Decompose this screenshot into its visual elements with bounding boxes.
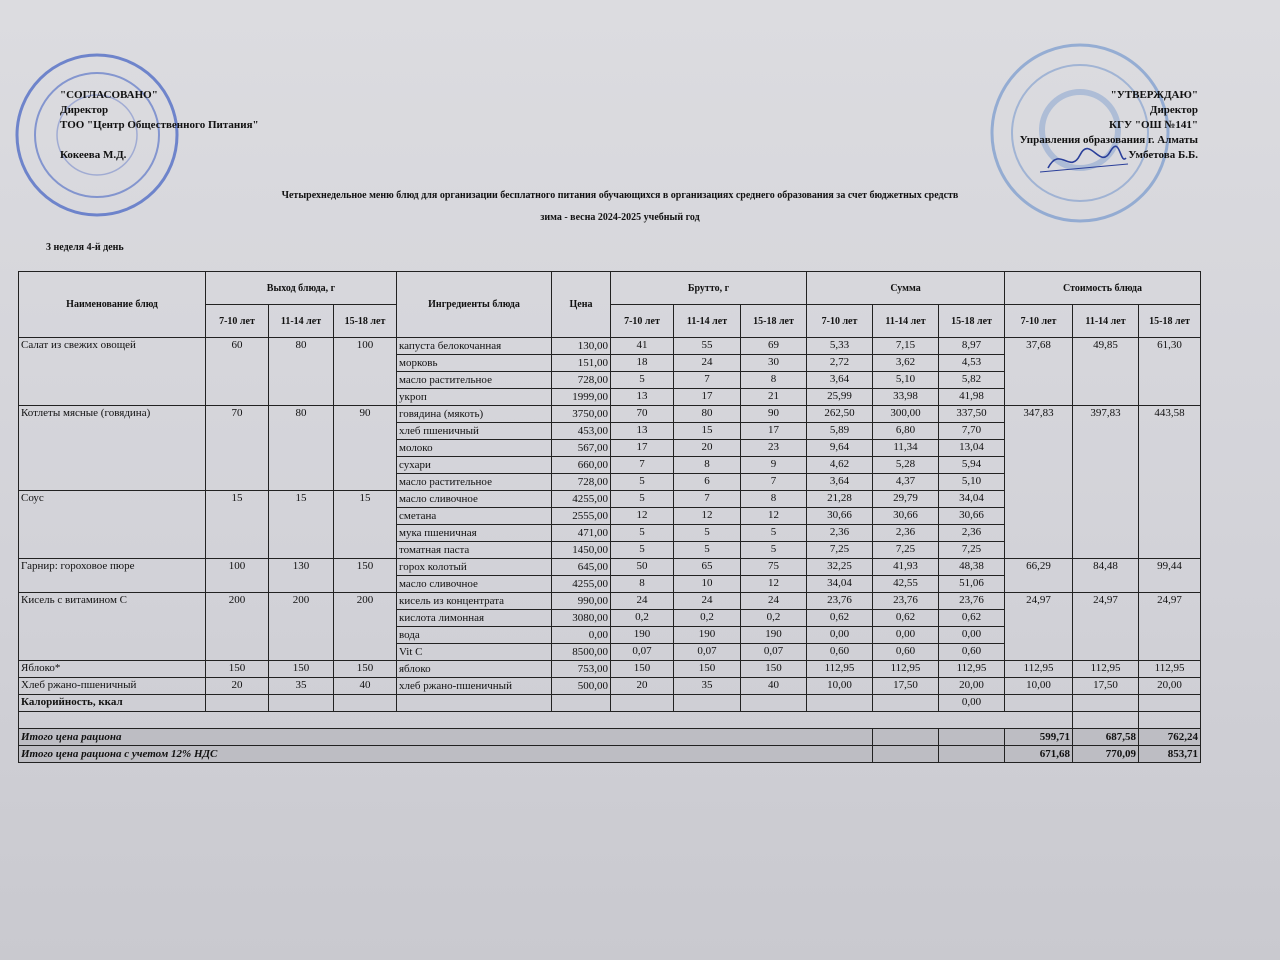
ingredient-brutto: 75 [741,559,807,576]
ingredient-sum: 0,00 [807,627,873,644]
dish-yield: 150 [334,661,397,678]
ingredient-sum: 3,64 [807,372,873,389]
ingredient-name: сметана [397,508,552,525]
ingredient-price: 500,00 [552,678,611,695]
ingredient-sum: 300,00 [873,406,939,423]
ingredient-name: масло сливочное [397,576,552,593]
approval-left-name: Кокеева М.Д. [60,149,127,161]
ingredient-brutto: 150 [741,661,807,678]
ingredient-brutto: 90 [741,406,807,423]
total-value: 687,58 [1073,729,1139,746]
ingredient-name: кислота лимонная [397,610,552,627]
header-age-0: 7-10 лет [807,305,873,338]
dish-cost: 37,68 [1005,338,1073,406]
total-value: 671,68 [1005,746,1073,763]
ingredient-brutto: 35 [674,678,741,695]
ingredient-price: 8500,00 [552,644,611,661]
ingredient-brutto: 50 [611,559,674,576]
ingredient-name: укроп [397,389,552,406]
dish-name: Гарнир: гороховое пюре [19,559,206,593]
empty-cell [873,746,939,763]
ingredient-sum: 5,28 [873,457,939,474]
ingredient-brutto: 190 [674,627,741,644]
ingredient-sum: 10,00 [807,678,873,695]
ingredient-brutto: 17 [611,440,674,457]
dish-yield: 200 [206,593,269,661]
ingredient-name: масло растительное [397,474,552,491]
header-row-1 [19,272,1201,305]
approval-left-position: Директор [60,104,109,116]
ingredient-sum: 7,25 [807,542,873,559]
dish-name: Салат из свежих овощей [19,338,206,406]
ingredient-sum: 13,04 [939,440,1005,457]
approval-right-position: Директор [1149,104,1198,116]
ingredient-sum: 0,00 [873,627,939,644]
ingredient-price: 151,00 [552,355,611,372]
ingredient-sum: 23,76 [939,593,1005,610]
ingredient-brutto: 8 [611,576,674,593]
header-age-0: 7-10 лет [611,305,674,338]
header-age-0: 7-10 лет [1005,305,1073,338]
ingredient-brutto: 6 [674,474,741,491]
header-cost: Стоимость блюда [1005,272,1201,305]
ingredient-sum: 2,72 [807,355,873,372]
ingredient-sum: 3,62 [873,355,939,372]
dish-yield: 15 [334,491,397,559]
week-day-label: 3 неделя 4-й день [46,242,124,253]
ingredient-brutto: 190 [741,627,807,644]
ingredient-name: томатная паста [397,542,552,559]
ingredient-brutto: 9 [741,457,807,474]
total-value: 770,09 [1073,746,1139,763]
empty-cell [19,712,1073,729]
ingredient-sum: 23,76 [807,593,873,610]
empty-cell [873,729,939,746]
header-age-1: 11-14 лет [1073,305,1139,338]
ingredient-brutto: 40 [741,678,807,695]
dish-cost: 66,29 [1005,559,1073,593]
header-age-1: 11-14 лет [269,305,334,338]
dish-cost: 443,58 [1139,406,1201,559]
ingredient-brutto: 23 [741,440,807,457]
ingredient-brutto: 17 [741,423,807,440]
ingredient-brutto: 65 [674,559,741,576]
ingredient-sum: 4,62 [807,457,873,474]
dish-cost: 397,83 [1073,406,1139,559]
ingredient-brutto: 150 [611,661,674,678]
ingredient-price: 2555,00 [552,508,611,525]
ingredient-sum: 51,06 [939,576,1005,593]
ingredient-sum: 5,10 [873,372,939,389]
blank-row [19,712,1201,729]
ingredient-sum: 5,10 [939,474,1005,491]
ingredient-brutto: 41 [611,338,674,355]
ingredient-sum: 5,33 [807,338,873,355]
dish-cost: 24,97 [1005,593,1073,661]
empty-cell [873,695,939,712]
ingredient-sum: 11,34 [873,440,939,457]
ingredient-price: 645,00 [552,559,611,576]
ingredient-brutto: 24 [741,593,807,610]
ingredient-name: говядина (мякоть) [397,406,552,423]
ingredient-brutto: 8 [741,491,807,508]
empty-cell [552,695,611,712]
ingredient-brutto: 12 [741,576,807,593]
ingredient-sum: 30,66 [873,508,939,525]
ingredient-brutto: 13 [611,423,674,440]
ingredient-sum: 112,95 [807,661,873,678]
empty-cell [939,729,1005,746]
ingredient-price: 753,00 [552,661,611,678]
ingredient-sum: 4,53 [939,355,1005,372]
ingredient-sum: 0,60 [873,644,939,661]
ingredient-brutto: 190 [611,627,674,644]
ingredient-brutto: 80 [674,406,741,423]
ingredient-sum: 6,80 [873,423,939,440]
ingredient-price: 1999,00 [552,389,611,406]
dish-cost: 99,44 [1139,559,1201,593]
ingredient-brutto: 5 [674,525,741,542]
ingredient-name: хлеб ржано-пшеничный [397,678,552,695]
ingredient-sum: 0,60 [807,644,873,661]
ingredient-price: 4255,00 [552,491,611,508]
dish-cost: 84,48 [1073,559,1139,593]
table-row [19,678,1201,695]
ingredient-brutto: 7 [611,457,674,474]
dish-yield: 80 [269,406,334,491]
dish-cost: 24,97 [1073,593,1139,661]
empty-cell [611,695,674,712]
ingredient-brutto: 7 [741,474,807,491]
ingredient-brutto: 17 [674,389,741,406]
empty-cell [741,695,807,712]
ingredient-sum: 34,04 [939,491,1005,508]
ingredient-sum: 17,50 [873,678,939,695]
empty-cell [206,695,269,712]
dish-yield: 150 [206,661,269,678]
dish-yield: 60 [206,338,269,406]
empty-cell [1139,712,1201,729]
ingredient-sum: 7,70 [939,423,1005,440]
total-value: 853,71 [1139,746,1201,763]
ingredient-sum: 23,76 [873,593,939,610]
empty-cell [334,695,397,712]
ingredient-name: хлеб пшеничный [397,423,552,440]
dish-cost: 61,30 [1139,338,1201,406]
ingredient-price: 130,00 [552,338,611,355]
ingredient-price: 3080,00 [552,610,611,627]
ingredient-price: 3750,00 [552,406,611,423]
ingredient-name: сухари [397,457,552,474]
ingredient-price: 728,00 [552,372,611,389]
header-price: Цена [552,272,611,338]
ingredient-sum: 7,15 [873,338,939,355]
ingredient-name: капуста белокочанная [397,338,552,355]
dish-yield: 20 [206,678,269,695]
ingredient-brutto: 12 [674,508,741,525]
ingredient-brutto: 18 [611,355,674,372]
table-row [19,406,1201,423]
table-row [19,559,1201,576]
ingredient-brutto: 55 [674,338,741,355]
dish-name: Соус [19,491,206,559]
header-age-0: 7-10 лет [206,305,269,338]
dish-name: Котлеты мясные (говядина) [19,406,206,491]
document-subtitle: зима - весна 2024-2025 учебный год [540,212,700,223]
ingredient-brutto: 0,2 [674,610,741,627]
ingredient-sum: 7,25 [939,542,1005,559]
header-age-2: 15-18 лет [334,305,397,338]
ingredient-brutto: 5 [611,525,674,542]
ingredient-brutto: 5 [741,525,807,542]
ingredient-sum: 29,79 [873,491,939,508]
header-brutto: Брутто, г [611,272,807,305]
ingredient-price: 4255,00 [552,576,611,593]
ingredient-name: горох колотый [397,559,552,576]
ingredient-sum: 30,66 [807,508,873,525]
dish-yield: 130 [269,559,334,593]
total-label: Итого цена рациона с учетом 12% НДС [19,746,873,763]
empty-cell [807,695,873,712]
ingredient-brutto: 10 [674,576,741,593]
ingredient-brutto: 15 [674,423,741,440]
calories-value: 0,00 [939,695,1005,712]
ingredient-brutto: 24 [611,593,674,610]
ingredient-sum: 42,55 [873,576,939,593]
ingredient-price: 453,00 [552,423,611,440]
ingredient-brutto: 0,07 [611,644,674,661]
ingredient-brutto: 13 [611,389,674,406]
approval-right-org: КГУ "ОШ №141" [1109,119,1198,131]
ingredient-price: 728,00 [552,474,611,491]
empty-cell [1005,695,1073,712]
dish-cost: 17,50 [1073,678,1139,695]
ingredient-brutto: 0,2 [611,610,674,627]
empty-cell [1139,695,1201,712]
ingredient-brutto: 5 [674,542,741,559]
header-age-1: 11-14 лет [674,305,741,338]
empty-cell [269,695,334,712]
table-row [19,593,1201,610]
ingredient-brutto: 24 [674,355,741,372]
ingredient-brutto: 150 [674,661,741,678]
ingredient-sum: 30,66 [939,508,1005,525]
ingredient-sum: 0,62 [807,610,873,627]
ingredient-sum: 5,94 [939,457,1005,474]
ingredient-sum: 5,82 [939,372,1005,389]
ingredient-sum: 0,62 [939,610,1005,627]
ingredient-sum: 112,95 [873,661,939,678]
dish-yield: 70 [206,406,269,491]
ingredient-brutto: 5 [611,491,674,508]
dish-yield: 15 [269,491,334,559]
dish-yield: 40 [334,678,397,695]
ingredient-brutto: 21 [741,389,807,406]
ingredient-brutto: 7 [674,491,741,508]
ingredient-brutto: 20 [611,678,674,695]
empty-cell [1073,695,1139,712]
ingredient-sum: 8,97 [939,338,1005,355]
table-row [19,661,1201,678]
total-row [19,746,1201,763]
ingredient-name: молоко [397,440,552,457]
empty-cell [1073,712,1139,729]
total-value: 599,71 [1005,729,1073,746]
ingredient-name: яблоко [397,661,552,678]
ingredient-brutto: 0,2 [741,610,807,627]
ingredient-brutto: 5 [611,474,674,491]
ingredient-sum: 41,93 [873,559,939,576]
ingredient-price: 660,00 [552,457,611,474]
approval-left-heading: "СОГЛАСОВАНО" [60,89,158,101]
ingredient-name: мука пшеничная [397,525,552,542]
menu-table [18,271,1201,763]
header-age-2: 15-18 лет [939,305,1005,338]
header-age-2: 15-18 лет [1139,305,1201,338]
ingredient-sum: 2,36 [807,525,873,542]
empty-cell [397,695,552,712]
ingredient-sum: 0,60 [939,644,1005,661]
ingredient-sum: 4,37 [873,474,939,491]
ingredient-price: 0,00 [552,627,611,644]
header-sum: Сумма [807,272,1005,305]
table-row [19,338,1201,355]
ingredient-sum: 48,38 [939,559,1005,576]
ingredient-sum: 5,89 [807,423,873,440]
dish-cost: 347,83 [1005,406,1073,559]
ingredient-price: 990,00 [552,593,611,610]
dish-cost: 10,00 [1005,678,1073,695]
ingredient-brutto: 0,07 [741,644,807,661]
empty-cell [939,746,1005,763]
ingredient-brutto: 24 [674,593,741,610]
ingredient-name: масло сливочное [397,491,552,508]
dish-name: Яблоко* [19,661,206,678]
approval-left [60,88,259,163]
empty-cell [674,695,741,712]
dish-name: Кисель с витамином С [19,593,206,661]
ingredient-name: масло растительное [397,372,552,389]
dish-cost: 24,97 [1139,593,1201,661]
dish-cost: 112,95 [1005,661,1073,678]
approval-right-heading: "УТВЕРЖДАЮ" [1110,89,1198,101]
ingredient-brutto: 5 [741,542,807,559]
approval-right [1020,88,1198,163]
header-age-2: 15-18 лет [741,305,807,338]
ingredient-name: вода [397,627,552,644]
ingredient-price: 567,00 [552,440,611,457]
ingredient-brutto: 69 [741,338,807,355]
calories-row [19,695,1201,712]
header-age-1: 11-14 лет [873,305,939,338]
dish-yield: 100 [206,559,269,593]
ingredient-sum: 25,99 [807,389,873,406]
ingredient-brutto: 5 [611,372,674,389]
ingredient-name: кисель из концентрата [397,593,552,610]
ingredient-sum: 337,50 [939,406,1005,423]
ingredient-sum: 34,04 [807,576,873,593]
total-row [19,729,1201,746]
ingredient-name: Vit C [397,644,552,661]
dish-yield: 100 [334,338,397,406]
dish-yield: 150 [334,559,397,593]
ingredient-sum: 9,64 [807,440,873,457]
ingredient-brutto: 12 [611,508,674,525]
dish-yield: 200 [269,593,334,661]
ingredient-sum: 41,98 [939,389,1005,406]
ingredient-brutto: 8 [741,372,807,389]
ingredient-brutto: 20 [674,440,741,457]
ingredient-sum: 0,00 [939,627,1005,644]
ingredient-brutto: 70 [611,406,674,423]
ingredient-sum: 0,62 [873,610,939,627]
ingredient-brutto: 5 [611,542,674,559]
dish-yield: 35 [269,678,334,695]
ingredient-name: морковь [397,355,552,372]
ingredient-brutto: 30 [741,355,807,372]
header-dish: Наименование блюд [19,272,206,338]
ingredient-sum: 3,64 [807,474,873,491]
ingredient-sum: 7,25 [873,542,939,559]
dish-yield: 15 [206,491,269,559]
header-yield: Выход блюда, г [206,272,397,305]
approval-left-org: ТОО "Центр Общественного Питания" [60,119,259,131]
dish-cost: 49,85 [1073,338,1139,406]
dish-yield: 150 [269,661,334,678]
dish-cost: 112,95 [1139,661,1201,678]
ingredient-brutto: 8 [674,457,741,474]
dish-yield: 90 [334,406,397,491]
approval-right-dept: Управления образования г. Алматы [1019,134,1198,146]
ingredient-brutto: 0,07 [674,644,741,661]
dish-cost: 20,00 [1139,678,1201,695]
ingredient-sum: 33,98 [873,389,939,406]
calories-label: Калорийность, ккал [19,695,206,712]
header-ingredients: Ингредиенты блюда [397,272,552,338]
ingredient-sum: 21,28 [807,491,873,508]
approval-right-name: Умбетова Б.Б. [1128,149,1198,161]
total-value: 762,24 [1139,729,1201,746]
ingredient-sum: 262,50 [807,406,873,423]
ingredient-brutto: 12 [741,508,807,525]
ingredient-sum: 112,95 [939,661,1005,678]
ingredient-price: 1450,00 [552,542,611,559]
dish-name: Хлеб ржано-пшеничный [19,678,206,695]
total-label: Итого цена рациона [19,729,873,746]
ingredient-sum: 32,25 [807,559,873,576]
ingredient-sum: 20,00 [939,678,1005,695]
document-title: Четырехнедельное меню блюд для организации бесплатного питания обучающихся в организациях среднего образования за счет бюджетных средств [281,190,959,201]
ingredient-price: 471,00 [552,525,611,542]
dish-cost: 112,95 [1073,661,1139,678]
menu-table-body [19,338,1201,763]
ingredient-sum: 2,36 [873,525,939,542]
dish-yield: 80 [269,338,334,406]
ingredient-sum: 2,36 [939,525,1005,542]
ingredient-brutto: 7 [674,372,741,389]
dish-yield: 200 [334,593,397,661]
